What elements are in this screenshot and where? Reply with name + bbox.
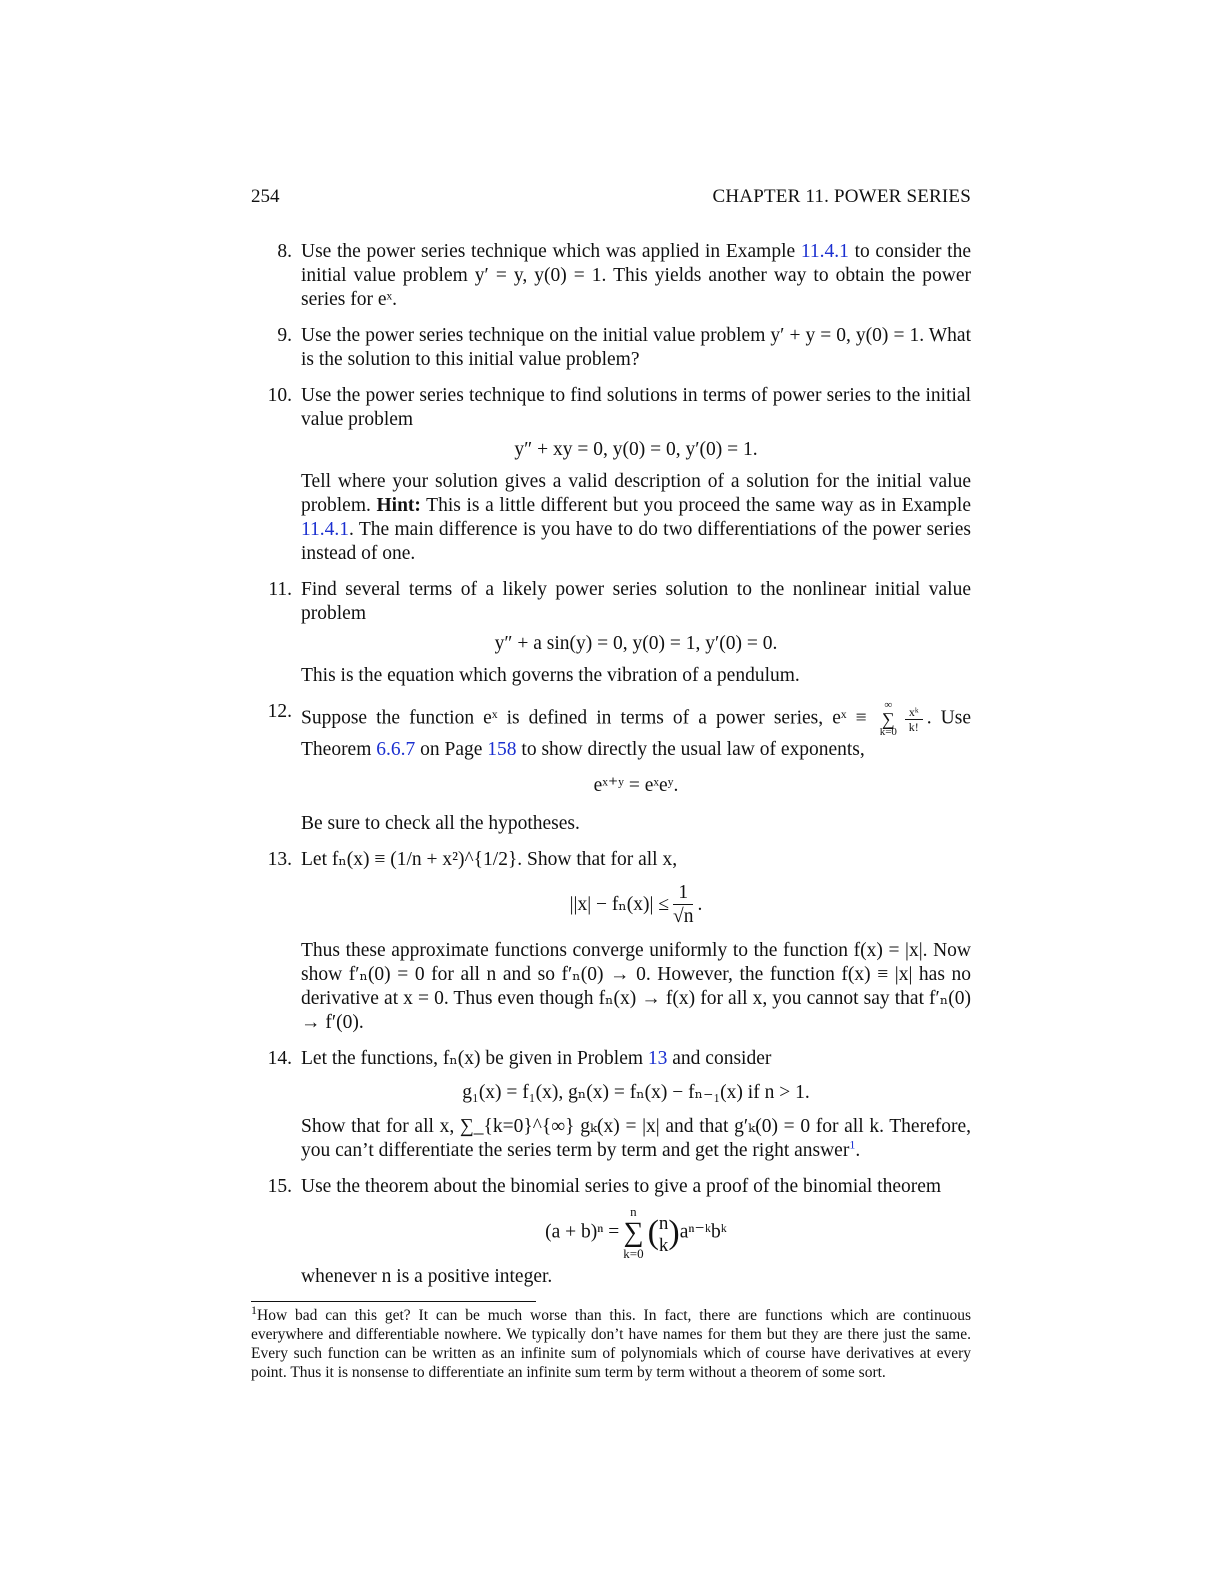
exercise-text: This is the equation which governs the vibration of a pendulum. bbox=[301, 665, 800, 686]
page-number: 254 bbox=[251, 186, 280, 207]
equation-left: ||x| − fₙ(x)| ≤ bbox=[569, 893, 670, 915]
sum-lower: k=0 bbox=[623, 1246, 644, 1261]
text-segment: and consider bbox=[667, 1048, 772, 1069]
sum-operator bbox=[623, 1205, 643, 1261]
fraction-numerator: 1 bbox=[673, 882, 693, 905]
text-segment: This is a little different but you proceed the same way as in Example bbox=[420, 495, 972, 516]
text-segment: Let the functions, fₙ(x) be given in Problem bbox=[301, 1048, 648, 1069]
sum-upper: ∞ bbox=[884, 699, 893, 711]
binomial-coefficient: ( n k ) bbox=[647, 1213, 680, 1257]
fraction-numerator: xᵏ bbox=[905, 705, 923, 720]
display-equation bbox=[301, 882, 971, 929]
text-segment: Use the power series technique which was applied in Example bbox=[301, 241, 801, 262]
problem-link[interactable]: 13 bbox=[647, 1048, 668, 1069]
exercise-text: Be sure to check all the hypotheses. bbox=[301, 813, 580, 834]
equation-end: . bbox=[697, 893, 703, 915]
text-segment: on Page bbox=[415, 739, 488, 760]
exercise-11 bbox=[251, 578, 971, 688]
footnote bbox=[251, 1302, 971, 1382]
exercise-14 bbox=[251, 1047, 971, 1163]
exercise-text: Use the power series technique to find solutions in terms of power series to the initial value problem bbox=[301, 385, 971, 430]
exercise-text bbox=[301, 1047, 971, 1071]
sum-lower: k=0 bbox=[879, 726, 897, 738]
binomial-top: n bbox=[658, 1213, 669, 1235]
sigma-symbol: ∑ bbox=[623, 1217, 644, 1248]
binomial-inner bbox=[659, 1213, 669, 1257]
display-equation: y″ + xy = 0, y(0) = 0, y′(0) = 1. bbox=[514, 439, 758, 460]
text-segment: to consider the initial value problem y′ = y, y(0) = 1. This yields another way to obtain the power series for eˣ. bbox=[301, 241, 971, 310]
sigma-symbol: ∑ bbox=[881, 709, 895, 729]
exercise-15 bbox=[251, 1175, 971, 1289]
exercise-number: 14. bbox=[267, 1048, 292, 1069]
display-equation: eˣ⁺ʸ = eˣeʸ. bbox=[593, 775, 679, 796]
exercise-number: 13. bbox=[267, 849, 292, 870]
fraction-denominator: √n bbox=[673, 906, 694, 927]
footnote-number: 1 bbox=[251, 1302, 257, 1317]
text-segment: Tell where your solution gives a valid description of a solution for the initial value problem. bbox=[301, 471, 971, 516]
text-segment: Suppose the function eˣ is defined in terms of a power series, eˣ ≡ bbox=[301, 707, 876, 729]
text-segment: to show directly the usual law of exponents, bbox=[516, 739, 865, 760]
text-segment: Show that for all x, ∑_{k=0}^{∞} gₖ(x) = |x| and that g′ₖ(0) = 0 for all k. Therefore, you can’t differentiate the series term by term and get the right answer bbox=[301, 1116, 971, 1161]
display-equation: y″ + a sin(y) = 0, y(0) = 1, y′(0) = 0. bbox=[494, 633, 778, 654]
exercise-number: 8. bbox=[277, 241, 292, 262]
exercise-text: Let fₙ(x) ≡ (1/n + x²)^{1/2}. Show that for all x, bbox=[301, 849, 678, 870]
display-equation bbox=[301, 1205, 971, 1261]
fraction bbox=[905, 705, 923, 734]
exercise-list bbox=[251, 240, 971, 1301]
exercise-number: 15. bbox=[267, 1176, 292, 1197]
footnote-rule bbox=[251, 1301, 536, 1302]
exercise-text: Thus these approximate functions converge uniformly to the function f(x) = |x|. Now show f′ₙ(0) = 0 for all n and so f′ₙ(0) → 0. However, the function f(x) ≡ |x| has no derivative at x = 0. Thus even though fₙ(x) → f(x) for all x, you cannot say that f′ₙ(0) → f′(0). bbox=[301, 940, 971, 1033]
exercise-10 bbox=[251, 384, 971, 566]
exercise-number: 9. bbox=[277, 325, 292, 346]
text-segment: . Use Theorem bbox=[301, 707, 971, 760]
exercise-number: 12. bbox=[267, 701, 292, 722]
equation-left: (a + b)ⁿ = bbox=[545, 1221, 620, 1243]
text-segment: . bbox=[855, 1140, 861, 1161]
exercise-number: 11. bbox=[268, 579, 292, 600]
exercise-text bbox=[301, 700, 971, 762]
fraction-denominator: k! bbox=[908, 719, 919, 734]
exercise-text: Use the power series technique on the initial value problem y′ + y = 0, y(0) = 1. What is the solution to this initial value problem? bbox=[301, 325, 971, 370]
footnote-text: How bad can this get? It can be much worse than this. In fact, there are functions which are continuous everywhere and differentiable nowhere. We typically don’t have names for them but they are there just the same. Every such function can be written as an infinite sum of polynomials which of course have derivatives at every point. Thus it is nonsense to differentiate an infinite sum term by term without a theorem of some sort. bbox=[251, 1307, 971, 1381]
sum-upper: n bbox=[630, 1204, 637, 1219]
text-segment: . The main difference is you have to do two differentiations of the power series instead of one. bbox=[301, 519, 971, 564]
exercise-text bbox=[301, 1115, 971, 1163]
exercise-text: Find several terms of a likely power series solution to the nonlinear initial value problem bbox=[301, 579, 971, 624]
equation-right: aⁿ⁻ᵏbᵏ bbox=[679, 1221, 727, 1243]
exercise-text bbox=[301, 240, 971, 312]
exercise-9 bbox=[251, 324, 971, 372]
exercise-13 bbox=[251, 848, 971, 1035]
example-link[interactable]: 11.4.1 bbox=[800, 241, 849, 262]
exercise-text: whenever n is a positive integer. bbox=[301, 1266, 553, 1287]
exercise-8 bbox=[251, 240, 971, 312]
exercise-text bbox=[301, 470, 971, 566]
exercise-number: 10. bbox=[267, 385, 292, 406]
fraction bbox=[673, 882, 693, 929]
page-link[interactable]: 158 bbox=[487, 739, 517, 760]
sum-operator bbox=[880, 700, 897, 738]
chapter-title: CHAPTER 11. POWER SERIES bbox=[712, 186, 971, 207]
example-link[interactable]: 11.4.1 bbox=[301, 519, 350, 540]
display-equation: g₁(x) = f₁(x), gₙ(x) = fₙ(x) − fₙ₋₁(x) if n > 1. bbox=[462, 1082, 810, 1103]
exercise-12 bbox=[251, 700, 971, 836]
binomial-bottom: k bbox=[658, 1235, 669, 1257]
footnote-marker[interactable]: 1 bbox=[849, 1137, 856, 1152]
exercise-text: Use the theorem about the binomial series to give a proof of the binomial theorem bbox=[301, 1176, 942, 1197]
theorem-link[interactable]: 6.6.7 bbox=[376, 739, 416, 760]
hint-label: Hint: bbox=[376, 495, 421, 516]
